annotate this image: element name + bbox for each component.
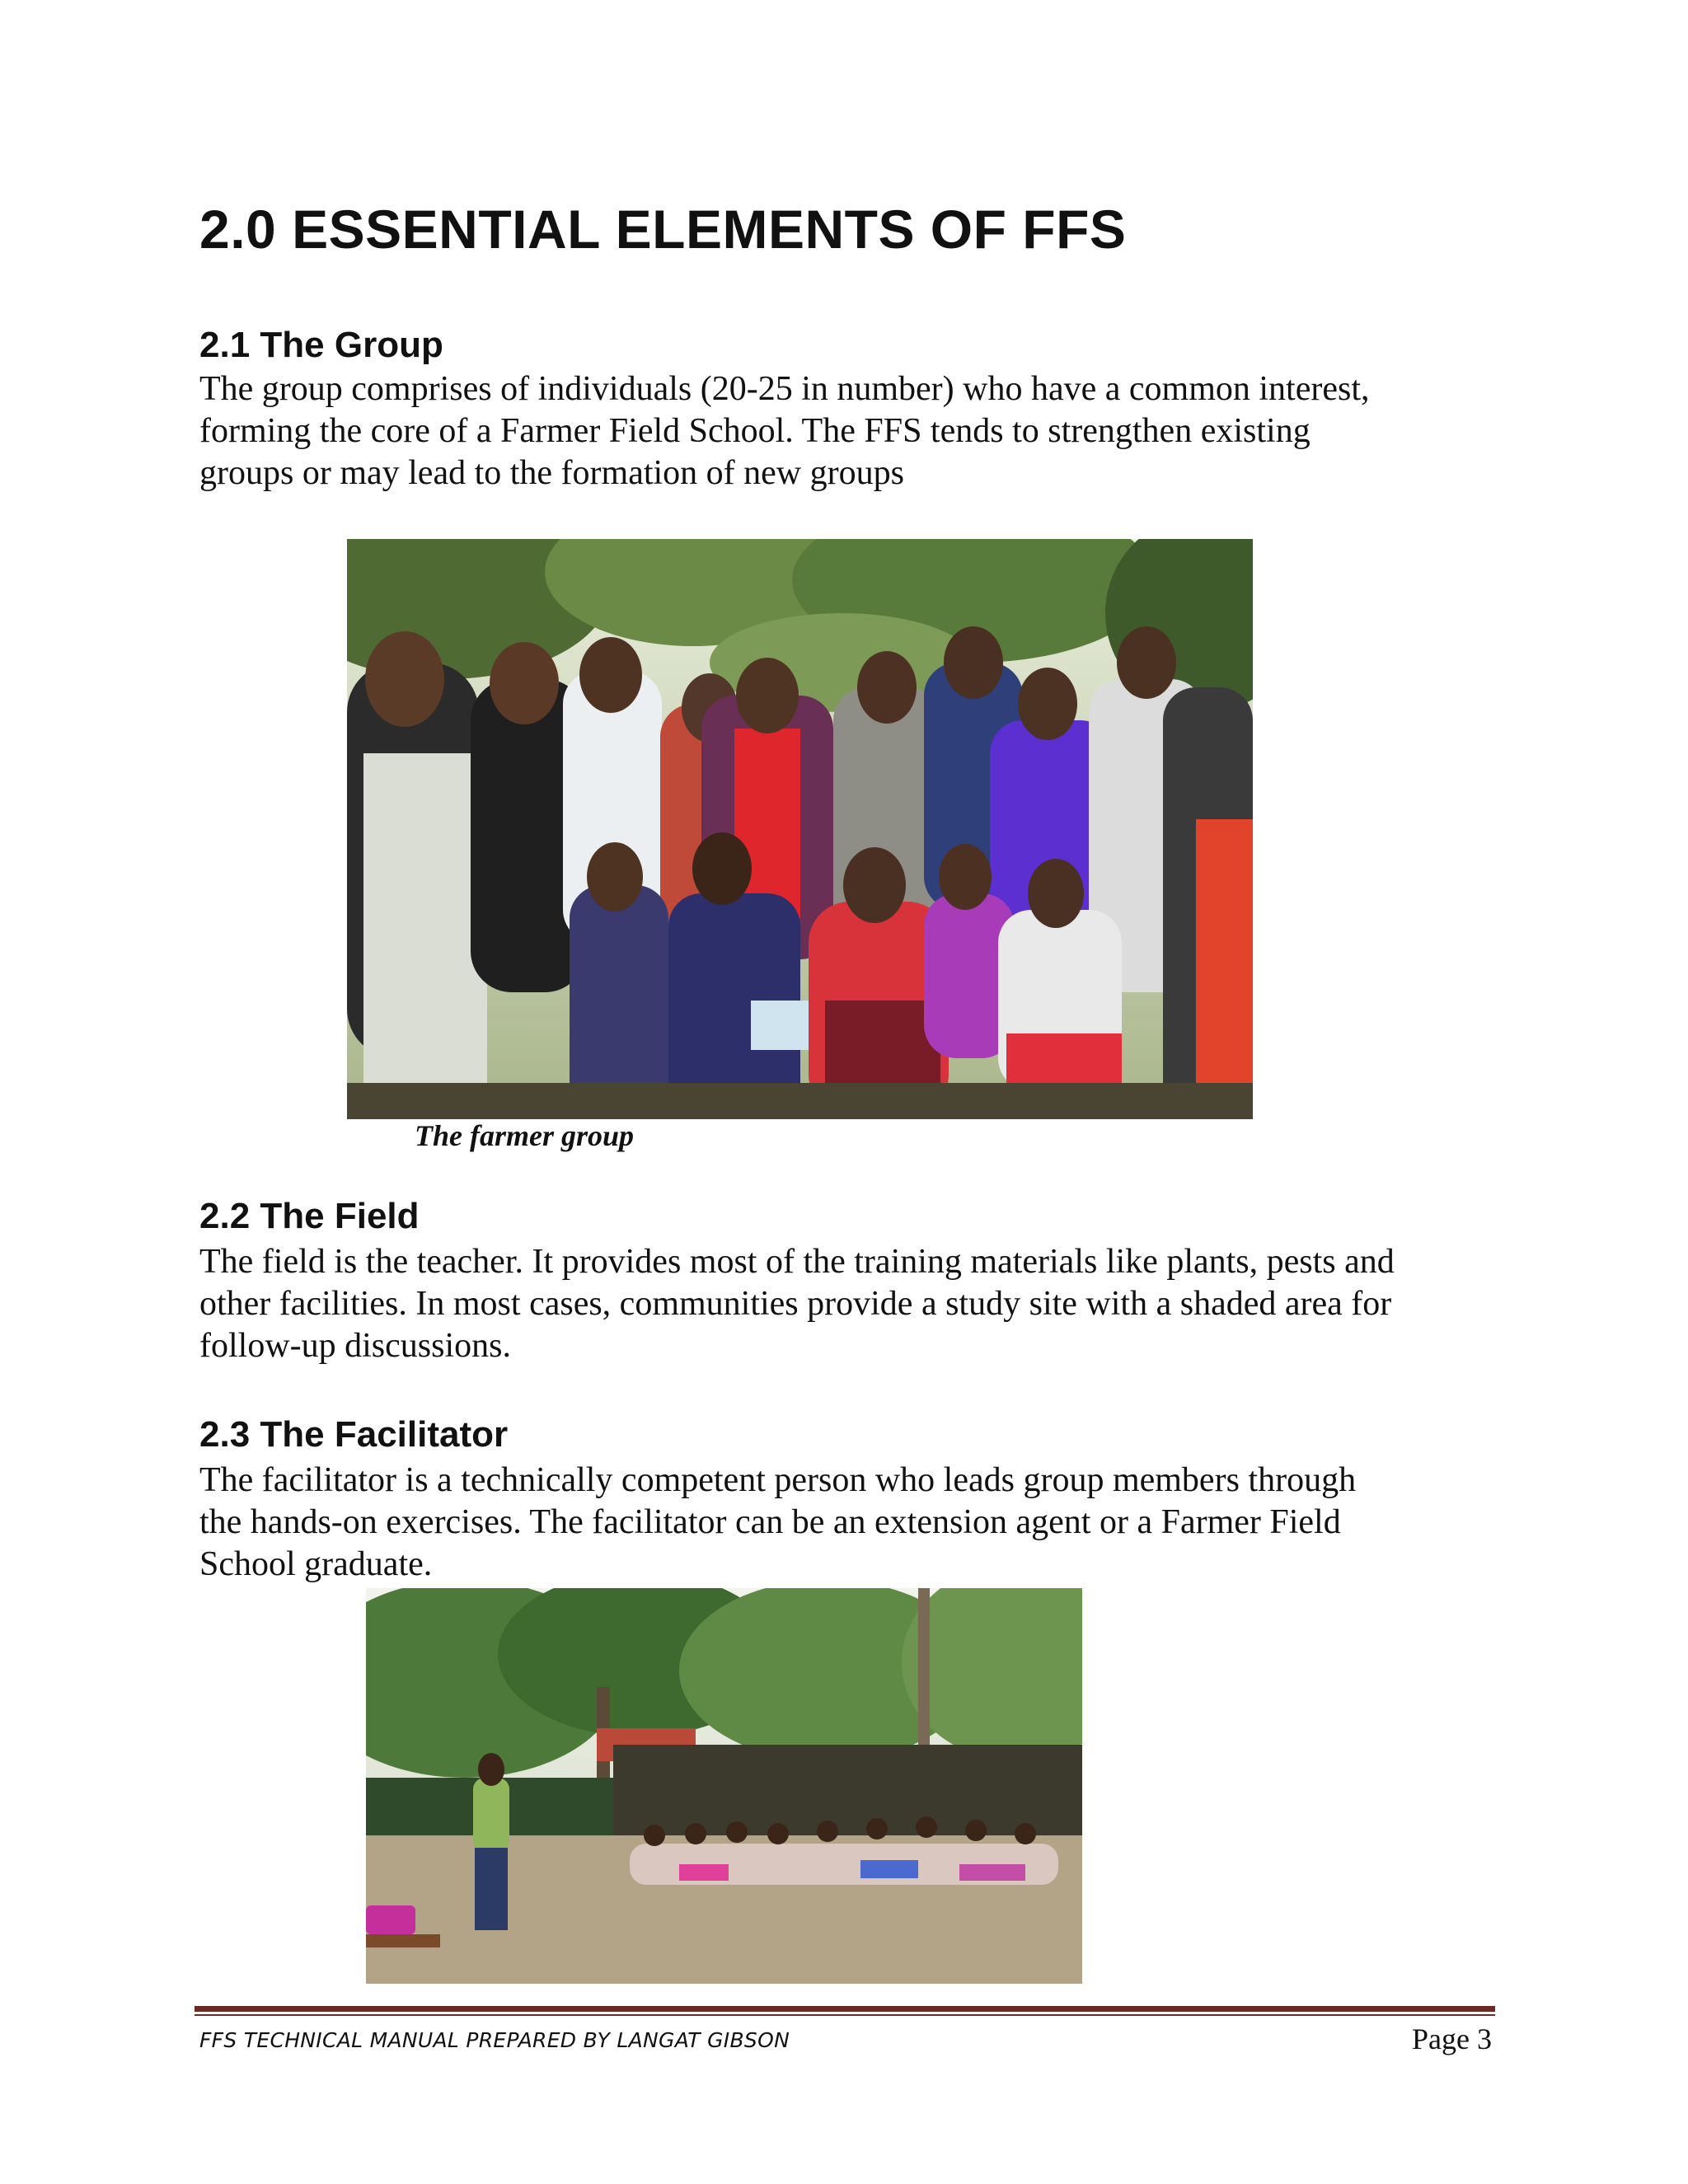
body-line: forming the core of a Farmer Field School. The FFS tends to strengthen existing — [199, 412, 1311, 450]
footer-rule — [195, 2006, 1495, 2012]
footer-rule-thin — [195, 2014, 1495, 2016]
chapter-title: 2.0 ESSENTIAL ELEMENTS OF FFS — [199, 199, 1127, 260]
page-number: Page 3 — [1412, 2022, 1492, 2055]
figure-caption: The farmer group — [415, 1119, 635, 1152]
section-heading-facilitator: 2.3 The Facilitator — [199, 1414, 509, 1455]
body-line: groups or may lead to the formation of new groups — [199, 454, 904, 492]
body-line: follow-up discussions. — [199, 1327, 511, 1365]
facilitator-session-photo — [366, 1588, 1082, 1984]
body-line: other facilities. In most cases, communities provide a study site with a shaded area for — [199, 1285, 1392, 1323]
section-body-group — [199, 368, 1510, 494]
body-line: The field is the teacher. It provides most of the training materials like plants, pests and — [199, 1243, 1395, 1281]
body-line: The facilitator is a technically competent person who leads group members through — [199, 1461, 1357, 1499]
section-body-field — [199, 1241, 1510, 1367]
section-body-facilitator — [199, 1460, 1510, 1586]
body-line: School graduate. — [199, 1545, 433, 1583]
section-heading-field: 2.2 The Field — [199, 1196, 420, 1236]
section-heading-group: 2.1 The Group — [199, 325, 443, 365]
body-line: The group comprises of individuals (20-25 in number) who have a common interest, — [199, 370, 1370, 408]
body-line: the hands-on exercises. The facilitator can be an extension agent or a Farmer Field — [199, 1503, 1341, 1541]
farmer-group-photo — [347, 539, 1253, 1119]
footer-manual-credit: FFS TECHNICAL MANUAL PREPARED BY LANGAT GIBSON — [199, 2028, 790, 2052]
